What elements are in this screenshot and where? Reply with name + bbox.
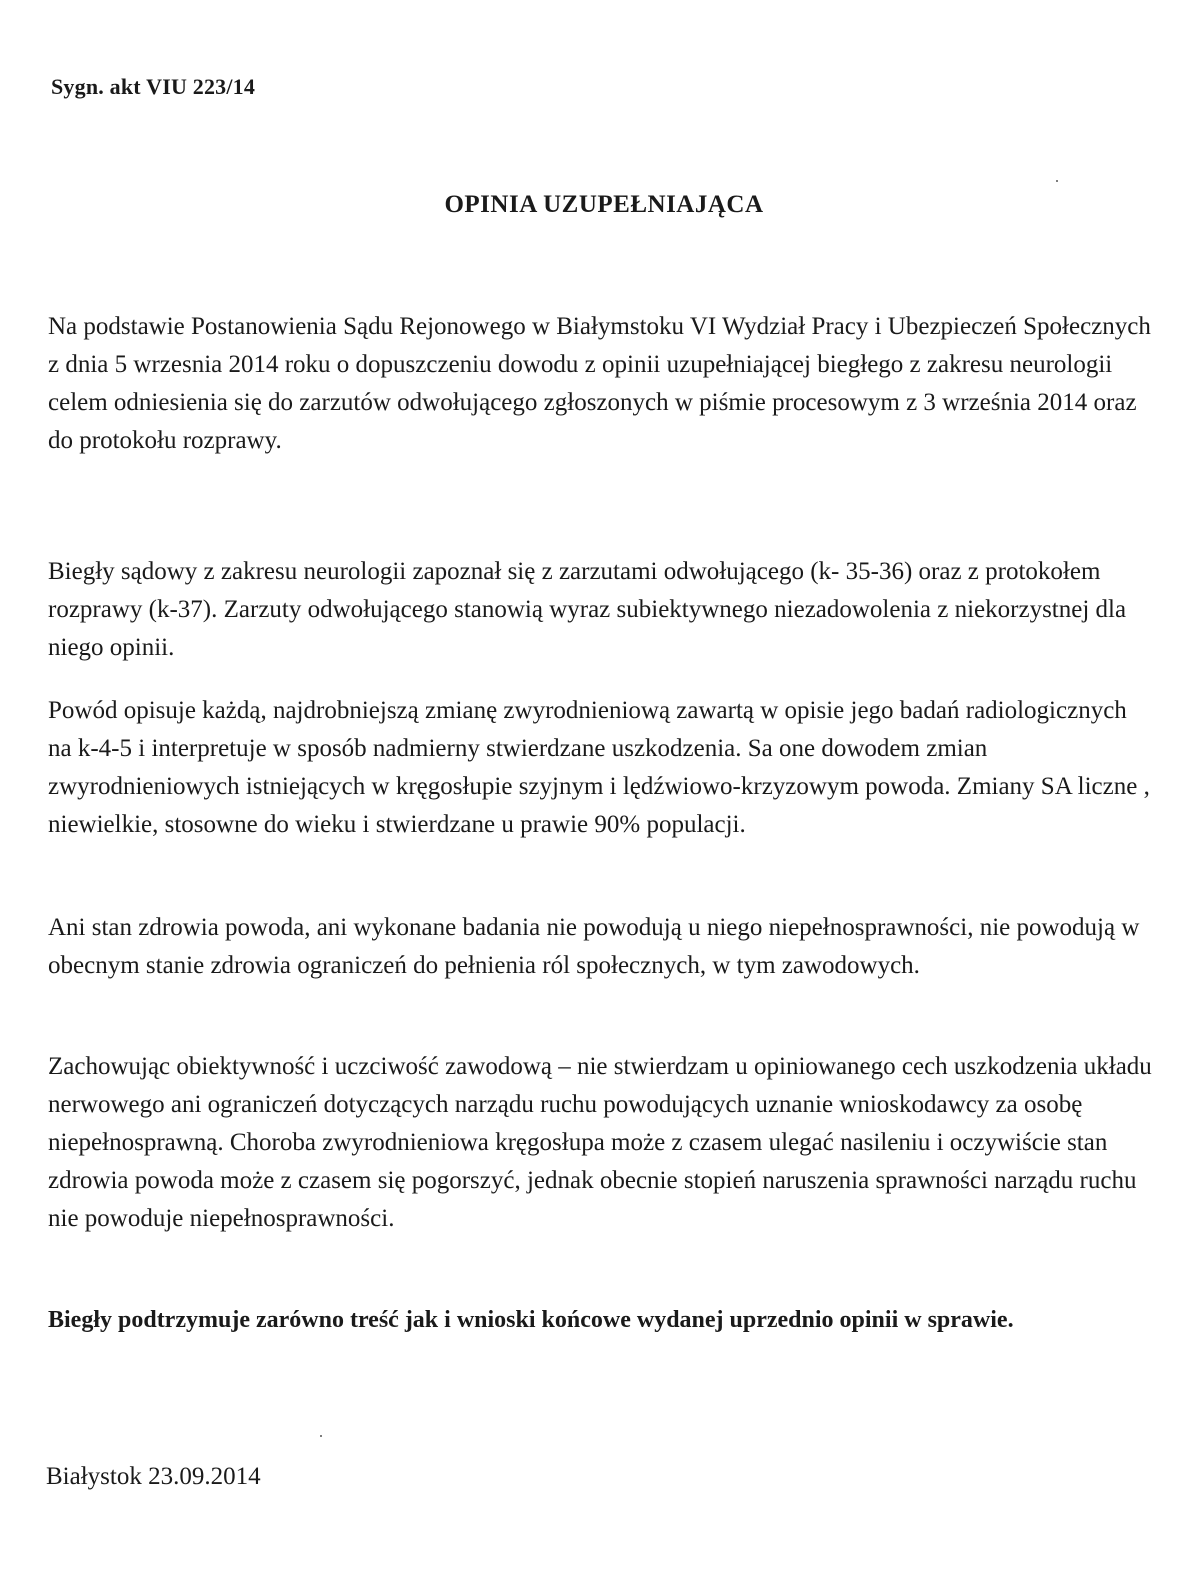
paragraph-objections: Biegły sądowy z zakresu neurologii zapoznał się z zarzutami odwołującego (k- 35-36) oraz z protokołem rozprawy (k-37). Zarzuty odwołującego stanowią wyraz subiektywnego niezadowolenia z niekorzystnej dla niego opinii. [48,558,1127,661]
place-and-date: Białystok 23.09.2014 [46,1463,261,1490]
intro-paragraph: Na podstawie Postanowienia Sądu Rejonowego w Białymstoku VI Wydział Pracy i Ubezpieczeń Społecznych z dnia 5 wrzesnia 2014 roku o dopuszczeniu dowodu z opinii uzupełniającej biegłego z zakresu neurologii celem odniesienia się do zarzutów odwołującego zgłoszonych w piśmie procesowym z 3 września 2014 oraz do protokołu rozprawy. [48,313,1151,454]
paragraph-health-status: Ani stan zdrowia powoda, ani wykonane badania nie powodują u niego niepełnosprawności, nie powodują w obecnym stanie zdrowia ograniczeń do pełnienia ról społecznych, w tym zawodowych. [48,914,1140,979]
paragraph-professional-assessment: Zachowując obiektywność i uczciwość zawodową – nie stwierdzam u opiniowanego cech uszkodzenia układu nerwowego ani ograniczeń dotyczących narządu ruchu powodujących uznanie wnioskodawcy za osobę niepełnosprawną. Choroba zwyrodnieniowa kręgosłupa może z czasem ulegać nasileniu i oczywiście stan zdrowia powoda może z czasem się pogorszyć, jednak obecnie stopień naruszenia sprawności narządu ruchu nie powoduje niepełnosprawności. [48,1053,1152,1232]
scan-speck [1056,180,1058,182]
case-number: Sygn. akt VIU 223/14 [51,74,256,99]
conclusion-paragraph: Biegły podtrzymuje zarówno treść jak i wnioski końcowe wydanej uprzednio opinii w sprawie. [48,1307,1014,1333]
document-title: OPINIA UZUPEŁNIAJĄCA [444,191,764,218]
paragraph-degenerative-changes: Powód opisuje każdą, najdrobniejszą zmianę zwyrodnieniową zawartą w opisie jego badań radiologicznych na k-4-5 i interpretuje w sposób nadmierny stwierdzane uszkodzenia. Sa one dowodem zmian zwyrodnieniowych istniejących w kręgosłupie szyjnym i lędźwiowo-krzyzowym powoda. Zmiany SA liczne , niewielkie, stosowne do wieku i stwierdzane u prawie 90% populacji. [48,697,1150,838]
scan-speck [320,1435,322,1437]
